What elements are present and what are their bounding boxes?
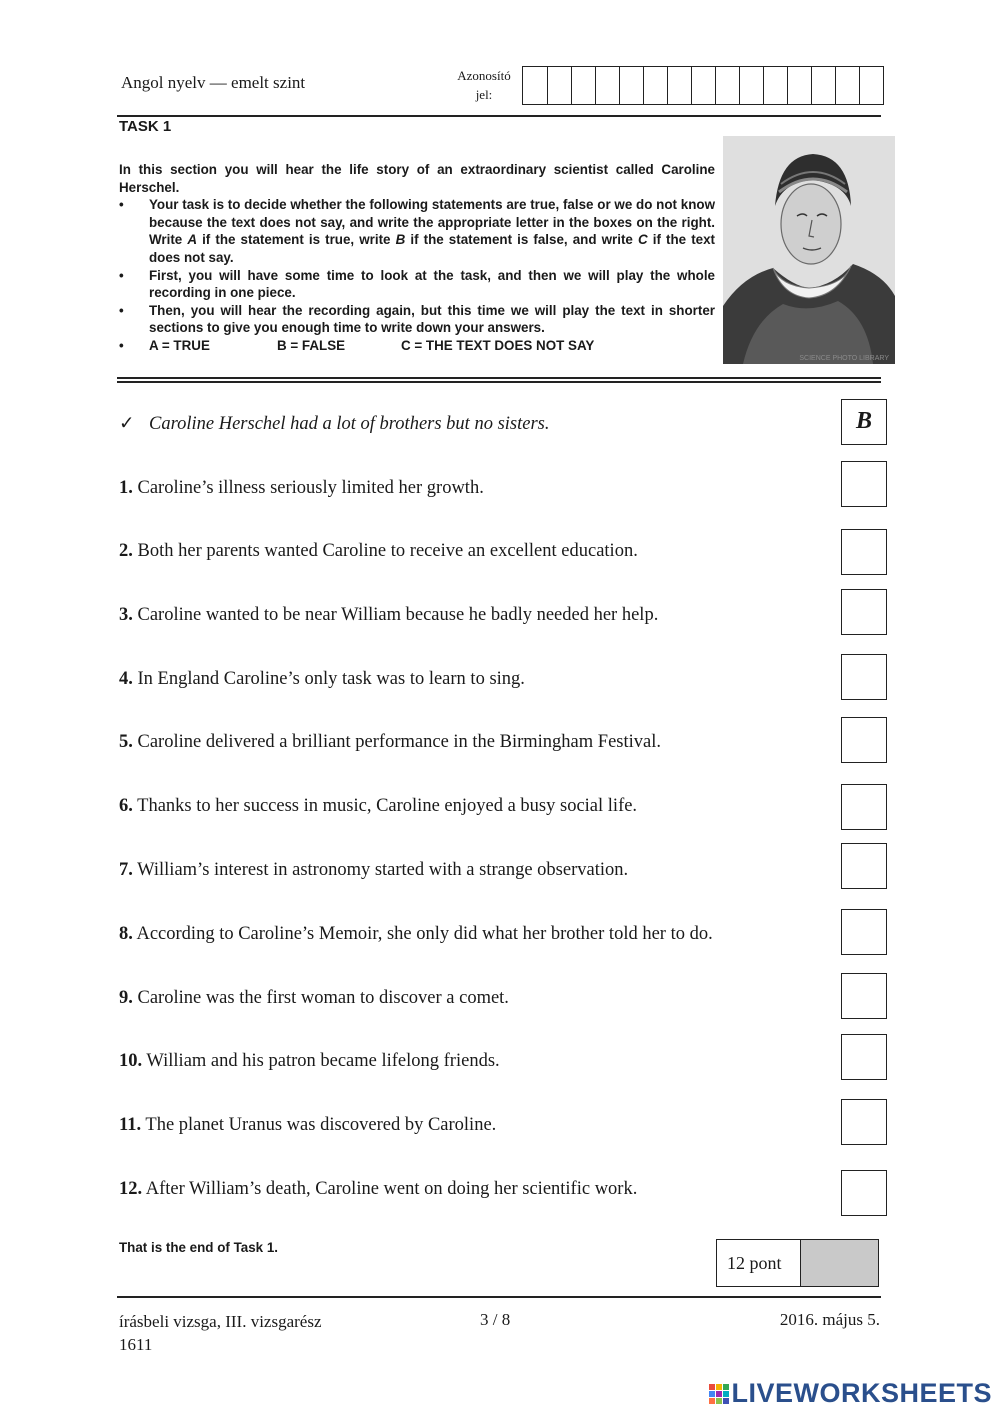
instruction-bullet: • First, you will have some time to look at the task, and then we will play the whole recording in one piece.	[119, 267, 715, 302]
id-box[interactable]	[667, 67, 691, 104]
statement-number: 1.	[119, 478, 133, 498]
id-box[interactable]	[643, 67, 667, 104]
id-label-line1: Azonosító	[457, 68, 511, 83]
answer-box-12[interactable]	[841, 1170, 887, 1216]
statement-text: In England Caroline’s only task was to learn to sing.	[137, 669, 525, 689]
answer-box-3[interactable]	[841, 589, 887, 635]
statement-number: 12.	[119, 1179, 143, 1199]
answer-key-c: C = THE TEXT DOES NOT SAY	[401, 337, 595, 353]
id-box[interactable]	[859, 67, 883, 104]
statement-number: 3.	[119, 605, 133, 625]
statement-number: 4.	[119, 669, 133, 689]
section-divider-top	[117, 377, 881, 379]
statement-text: After William’s death, Caroline went on doing her scientific work.	[145, 1179, 638, 1199]
instructions-intro: In this section you will hear the life story of an extraordinary scientist called Caroline Herschel.	[119, 162, 715, 195]
id-box[interactable]	[547, 67, 571, 104]
statement-number: 5.	[119, 732, 133, 752]
statement-row	[119, 1115, 496, 1136]
id-box[interactable]	[523, 67, 547, 104]
statement-row	[119, 1051, 500, 1072]
statement-row	[119, 988, 509, 1009]
subject-heading: Angol nyelv — emelt szint	[121, 73, 306, 92]
answer-box-2[interactable]	[841, 529, 887, 575]
example-answer-box: B	[841, 399, 887, 445]
points-label: 12 pont	[717, 1240, 801, 1286]
statement-row	[119, 541, 638, 562]
header-divider	[117, 115, 881, 117]
example-statement	[119, 413, 550, 435]
id-label-line2: jel:	[475, 87, 493, 102]
statement-text: Caroline wanted to be near William because he badly needed her help.	[137, 605, 659, 625]
answer-box-4[interactable]	[841, 654, 887, 700]
id-code-boxes[interactable]	[522, 66, 884, 105]
instruction-bullet: • Your task is to decide whether the following statements are true, false or we do not know because the text does not say, and write the appropriate letter in the boxes on the right. Write A if the statement is true, write B if the statement is false, and write C if the text does not say.	[119, 196, 715, 266]
statement-row	[119, 478, 484, 499]
statement-text: Both her parents wanted Caroline to receive an excellent education.	[137, 541, 638, 561]
statement-row	[119, 860, 628, 881]
footer-divider	[117, 1296, 881, 1298]
id-box[interactable]	[691, 67, 715, 104]
answer-box-9[interactable]	[841, 973, 887, 1019]
answer-key	[119, 337, 715, 355]
id-box[interactable]	[715, 67, 739, 104]
section-divider-bottom	[117, 381, 881, 383]
example-text: Caroline Herschel had a lot of brothers but no sisters.	[149, 414, 550, 434]
id-box[interactable]	[787, 67, 811, 104]
answer-box-11[interactable]	[841, 1099, 887, 1145]
check-icon: ✓	[119, 414, 135, 434]
statement-number: 11.	[119, 1115, 142, 1135]
statement-row	[119, 669, 525, 690]
portrait-image	[723, 136, 895, 364]
statement-row	[119, 924, 713, 945]
statement-number: 2.	[119, 541, 133, 561]
answer-key-b: B = FALSE	[277, 337, 346, 353]
answer-key-a: • A = TRUE	[149, 337, 210, 353]
task-instructions	[119, 161, 715, 355]
statement-number: 8.	[119, 924, 133, 944]
statement-text: Caroline’s illness seriously limited her growth.	[137, 478, 484, 498]
id-box[interactable]	[595, 67, 619, 104]
statement-text: Caroline delivered a brilliant performance in the Birmingham Festival.	[137, 732, 661, 752]
liveworksheets-wordmark: LIVEWORKSHEETS	[731, 1378, 992, 1408]
statement-text: The planet Uranus was discovered by Caroline.	[145, 1115, 497, 1135]
footer-exam-code: 1611	[119, 1335, 153, 1354]
statement-row	[119, 605, 658, 626]
id-label	[446, 66, 522, 104]
liveworksheets-logo[interactable]	[709, 1378, 992, 1409]
answer-box-10[interactable]	[841, 1034, 887, 1080]
statement-row	[119, 796, 637, 817]
id-box[interactable]	[811, 67, 835, 104]
end-of-task-note: That is the end of Task 1.	[119, 1240, 278, 1255]
image-caption: SCIENCE PHOTO LIBRARY	[799, 355, 889, 362]
statement-text: Thanks to her success in music, Caroline enjoyed a busy social life.	[137, 796, 638, 816]
answer-box-8[interactable]	[841, 909, 887, 955]
footer-exam-part: írásbeli vizsga, III. vizsgarész	[119, 1312, 322, 1331]
statement-row	[119, 1179, 637, 1200]
statement-text: According to Caroline’s Memoir, she only did what her brother told her to do.	[136, 924, 713, 944]
statement-number: 9.	[119, 988, 133, 1008]
answer-box-5[interactable]	[841, 717, 887, 763]
points-score-cell	[801, 1240, 878, 1286]
statement-text: William and his patron became lifelong friends.	[146, 1051, 500, 1071]
answer-box-7[interactable]	[841, 843, 887, 889]
statement-number: 10.	[119, 1051, 143, 1071]
id-box[interactable]	[763, 67, 787, 104]
id-box[interactable]	[619, 67, 643, 104]
id-box[interactable]	[835, 67, 859, 104]
statement-number: 7.	[119, 860, 133, 880]
id-box[interactable]	[571, 67, 595, 104]
statement-number: 6.	[119, 796, 133, 816]
points-box	[716, 1239, 879, 1287]
task-title: TASK 1	[119, 118, 172, 135]
statement-row	[119, 732, 661, 753]
liveworksheets-icon	[709, 1382, 729, 1406]
exam-date: 2016. május 5.	[779, 1310, 880, 1329]
page-number: 3 / 8	[480, 1310, 511, 1329]
footer-exam-info	[119, 1310, 322, 1356]
statement-text: Caroline was the first woman to discover a comet.	[137, 988, 509, 1008]
answer-box-1[interactable]	[841, 461, 887, 507]
instruction-bullet: • Then, you will hear the recording again, but this time we will play the text in shorter sections to give you enough time to write down your answers.	[119, 302, 715, 337]
statement-text: William’s interest in astronomy started with a strange observation.	[137, 860, 629, 880]
id-box[interactable]	[739, 67, 763, 104]
answer-box-6[interactable]	[841, 784, 887, 830]
